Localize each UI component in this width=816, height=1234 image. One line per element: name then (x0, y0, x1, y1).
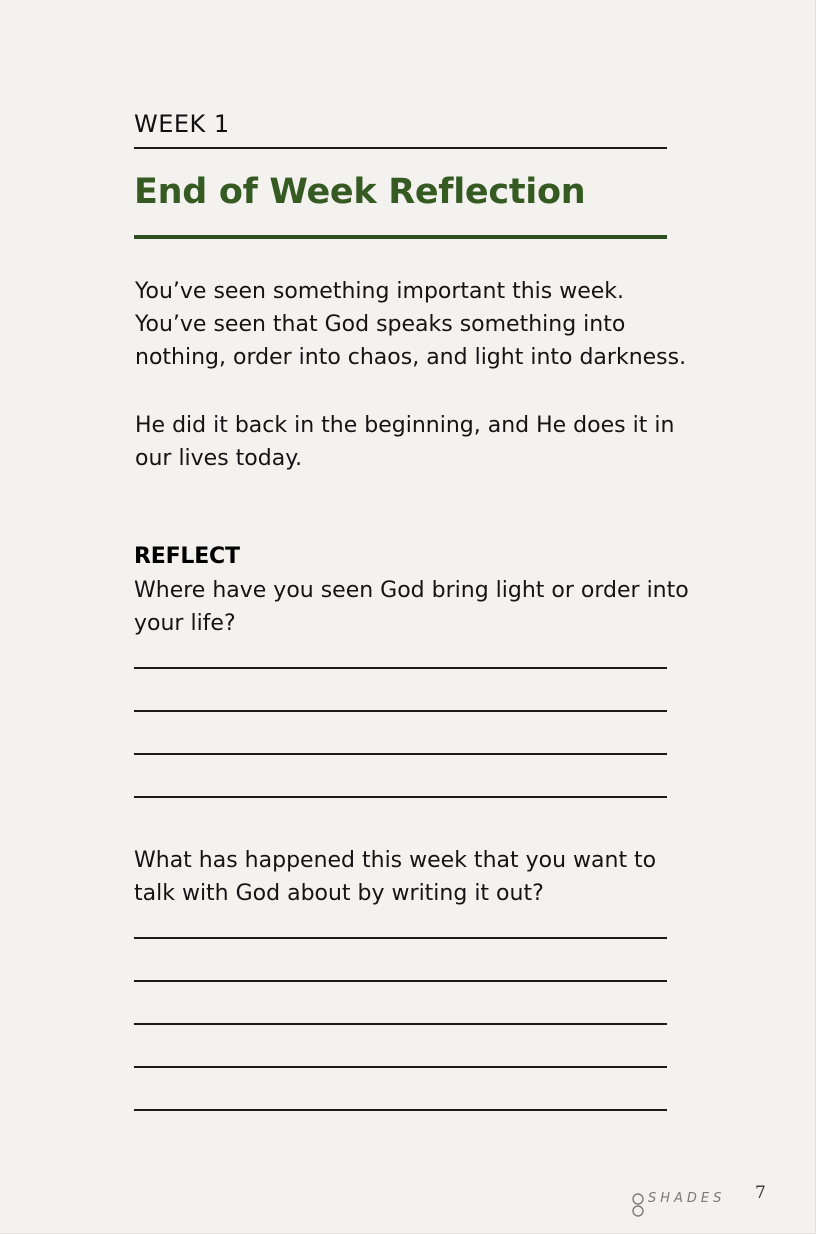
answer-line-q1-4[interactable] (134, 796, 667, 798)
answer-line-q2-3[interactable] (134, 1023, 667, 1025)
answer-line-q1-2[interactable] (134, 710, 667, 712)
intro-paragraph-1: You’ve seen something important this week. You’ve seen that God speaks something into nothing, order into chaos, and light into darkness. (135, 279, 687, 370)
reflect-question-1: Where have you seen God bring light or order into your life? (134, 578, 689, 636)
answer-line-q2-2[interactable] (134, 980, 667, 982)
title-underline (134, 235, 667, 239)
header-rule (134, 147, 667, 149)
reflect-question-2: What has happened this week that you want to talk with God about by writing it out? (134, 848, 657, 906)
page-title: End of Week Reflection (134, 172, 586, 212)
reflect-heading: REFLECT (134, 544, 240, 569)
brand-mark-icon (630, 1190, 646, 1220)
answer-line-q2-4[interactable] (134, 1066, 667, 1068)
brand-name: SHADES (648, 1191, 726, 1206)
brand-logo (630, 1190, 740, 1220)
answer-line-q1-3[interactable] (134, 753, 667, 755)
page-number: 7 (755, 1183, 766, 1203)
answer-line-q2-1[interactable] (134, 937, 667, 939)
intro-paragraph-2: He did it back in the beginning, and He does it in our lives today. (135, 413, 675, 471)
answer-line-q2-5[interactable] (134, 1109, 667, 1111)
week-label: WEEK 1 (134, 110, 230, 138)
answer-line-q1-1[interactable] (134, 667, 667, 669)
